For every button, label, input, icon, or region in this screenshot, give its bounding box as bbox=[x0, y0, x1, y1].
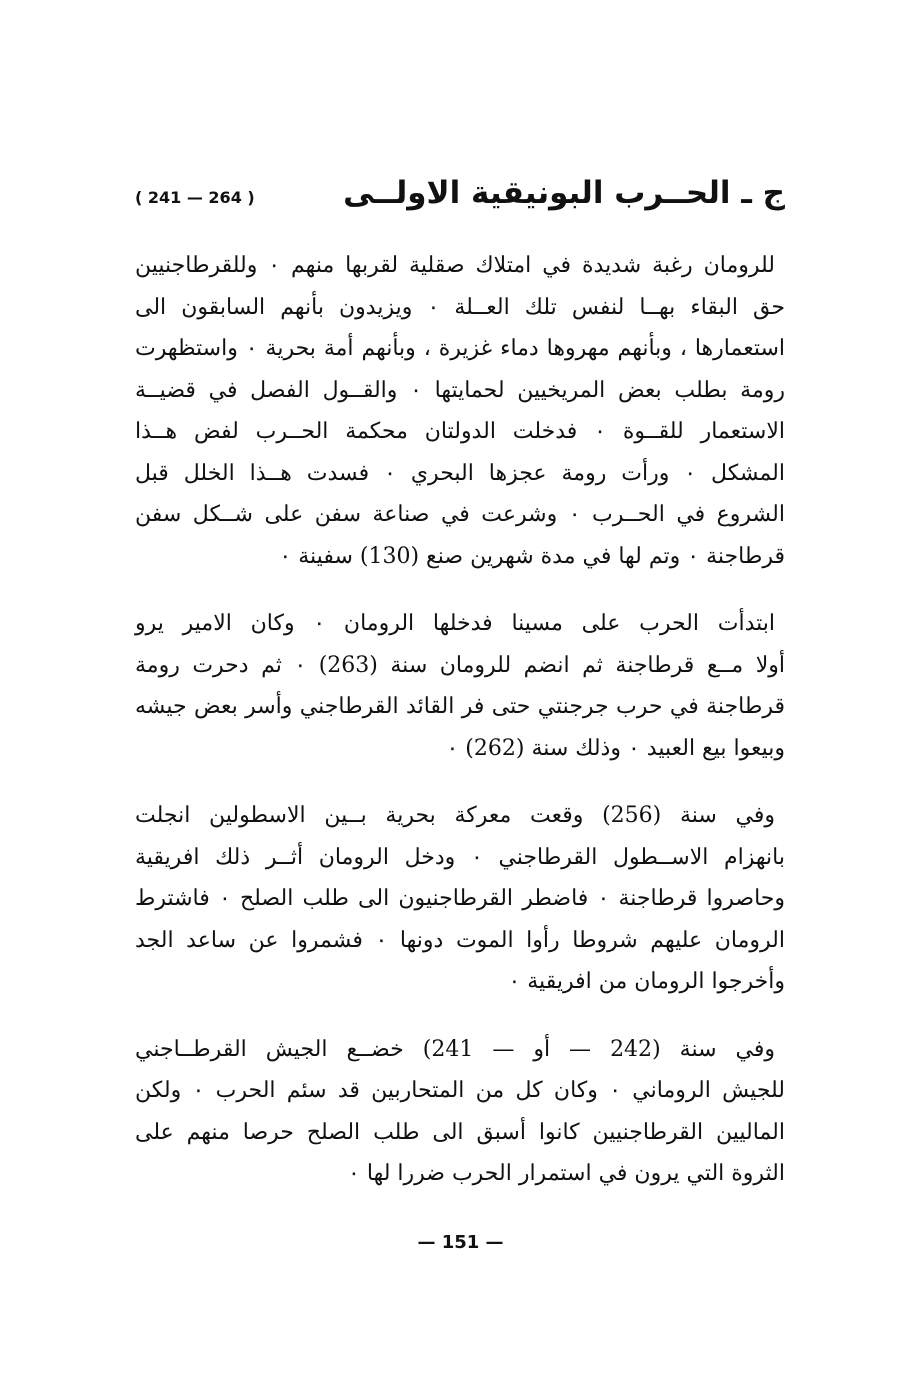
paragraph-4 bbox=[135, 1029, 785, 1195]
text-line: الاستعمار للقــوة ٠ فدخلت الدولتان محكمة الحــرب لفض هــذا bbox=[135, 419, 785, 444]
paragraph-2 bbox=[135, 603, 785, 769]
text-line: وفي سنة (242 — أو — 241) خضــع الجيش القرطــاجني bbox=[135, 1036, 775, 1062]
text-line: الثروة التي يرون في استمرار الحرب ضررا لها ٠ bbox=[348, 1161, 785, 1186]
text-line: بانهزام الاســطول القرطاجني ٠ ودخل الرومان أثــر ذلك افريقية bbox=[135, 844, 785, 870]
text-line: قرطاجنة في حرب جرجنتي حتى فر القائد القرطاجني وأسر بعض جيشه bbox=[135, 694, 785, 719]
text-line: قرطاجنة ٠ وتم لها في مدة شهرين صنع (130) سفينة ٠ bbox=[279, 543, 785, 569]
section-heading bbox=[135, 175, 785, 235]
text-line: الشروع في الحــرب ٠ وشرعت في صناعة سفن على شــكل سفن bbox=[135, 502, 786, 527]
text-line: الرومان عليهم شروطا رأوا الموت دونها ٠ فشمروا عن ساعد الجد bbox=[135, 927, 785, 953]
text-line: رومة بطلب بعض المريخيين لحمايتها ٠ والقــول الفصل في قضيــة bbox=[135, 377, 785, 403]
text-line: وحاصروا قرطاجنة ٠ فاضطر القرطاجنيون الى طلب الصلح ٠ فاشترط bbox=[135, 886, 786, 911]
text-line: للجيش الروماني ٠ وكان كل من المتحاربين قد سئم الحرب ٠ ولكن bbox=[135, 1078, 786, 1103]
text-line: وبيعوا بيع العبيد ٠ وذلك سنة (262) ٠ bbox=[446, 735, 785, 761]
section-title: ج ـ الحــرب البونيقية الاولــى bbox=[343, 175, 785, 211]
text-line: وأخرجوا الرومان من افريقية ٠ bbox=[508, 969, 785, 994]
paragraph-1 bbox=[135, 245, 785, 577]
page-content bbox=[135, 175, 785, 1221]
text-line: وفي سنة (256) وقعت معركة بحرية بــين الاسطولين انجلت bbox=[135, 803, 775, 828]
text-line: المشكل ٠ ورأت رومة عجزها البحري ٠ فسدت هــذا الخلل قبل bbox=[135, 460, 785, 486]
paragraph-3 bbox=[135, 795, 785, 1003]
page-number: — 151 — bbox=[417, 1232, 504, 1253]
text-line: استعمارها ، وبأنهم مهروها دماء غزيرة ، وبأنهم أمة بحرية ٠ واستظهرت bbox=[135, 336, 786, 361]
text-line: حق البقاء بهــا لنفس تلك العــلة ٠ ويزيدون بأنهم السابقون الى bbox=[135, 294, 785, 320]
text-line: الماليين القرطاجنيين كانوا أسبق الى طلب الصلح حرصا منهم على bbox=[135, 1119, 785, 1145]
text-line: أولا مــع قرطاجنة ثم انضم للرومان سنة (263) ٠ ثم دحرت رومة bbox=[135, 652, 785, 678]
section-dates: ( 241 — 264 ) bbox=[135, 188, 255, 207]
text-line: ابتدأت الحرب على مسينا فدخلها الرومان ٠ وكان الامير يرو bbox=[135, 611, 775, 636]
text-line: للرومان رغبة شديدة في امتلاك صقلية لقربها منهم ٠ وللقرطاجنيين bbox=[135, 253, 775, 278]
